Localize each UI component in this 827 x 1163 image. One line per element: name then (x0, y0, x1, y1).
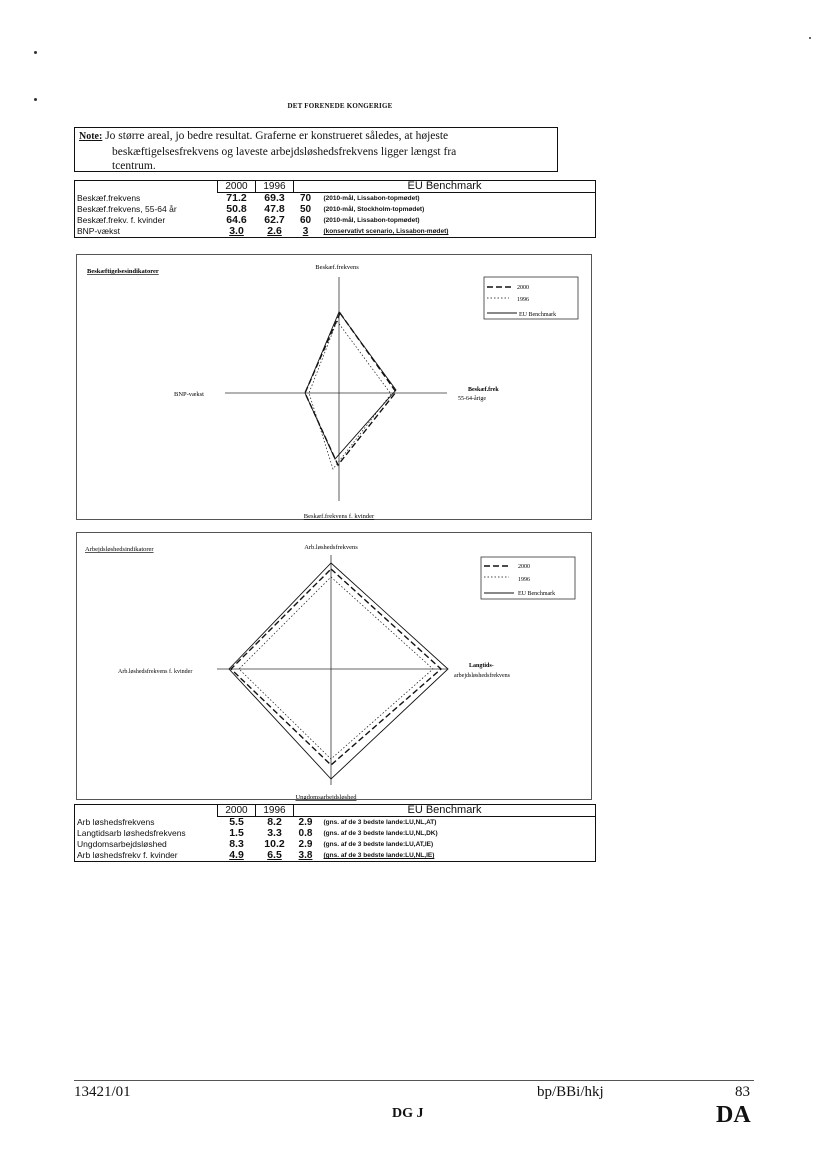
employment-benchmark-table (74, 180, 596, 238)
table2-year-1996: 1996 (256, 805, 294, 817)
chart1-legend (484, 277, 578, 319)
table-row: Arb løshedsfrekv f. kvinder 4.9 6.5 3.8 (gns. af de 3 bedste lande:LU,NL,IE) (77, 849, 435, 861)
chart1-axis-right-label-1: Beskæf.frek (468, 387, 499, 393)
scan-speck (34, 51, 37, 54)
unemployment-radar-chart (77, 533, 593, 801)
table-row: Langtidsarb løshedsfrekvens 1.5 3.3 0.8 (gns. af de 3 bedste lande:LU,NL,DK) (77, 827, 438, 839)
unemployment-indicators-chart-frame (76, 532, 592, 800)
chart2-legend-1996: 1996 (518, 577, 530, 583)
table-row: Ungdomsarbejdsløshed 8.3 10.2 2.9 (gns. af de 3 bedste lande:LU,AT,IE) (77, 838, 434, 850)
employment-indicators-chart-frame (76, 254, 592, 520)
table1-year-1996: 1996 (256, 181, 294, 193)
chart2-legend (481, 557, 575, 599)
table1-eu-benchmark-header: EU Benchmark (294, 181, 596, 193)
chart1-legend-2000: 2000 (517, 285, 529, 291)
scan-speck (809, 37, 811, 39)
footer-doc-number: 13421/01 (74, 1084, 131, 1100)
chart1-axis-top-label: Beskæf.frekvens (315, 264, 359, 271)
table-row: Beskæf.frekvens, 55-64 år 50.8 47.8 50 (2010-mål, Stockholm-topmødet) (77, 203, 425, 215)
chart1-series-eu-benchmark (305, 312, 396, 459)
unemployment-benchmark-table (74, 804, 596, 862)
page-header-title: DET FORENEDE KONGERIGE (287, 102, 393, 110)
chart1-axis-right-label-2: 55-64-årige (458, 396, 486, 402)
chart2-axis-bottom-label: Ungdomsarbejdsløshed (295, 794, 357, 801)
note-box (74, 127, 558, 172)
chart2-axis-left-label: Arb.løshedsfrekvens f. kvinder (118, 669, 193, 675)
chart1-legend-eu-benchmark: EU Benchmark (519, 312, 557, 318)
chart1-axis-left-label: BNP-vækst (174, 391, 204, 398)
footer-initials: bp/BBi/hkj (537, 1084, 604, 1100)
chart2-axis-right-label-1: Langtids- (469, 663, 494, 669)
table1-year-2000: 2000 (218, 181, 256, 193)
chart2-axis-top-label: Arb.løshedsfrekvens (304, 544, 358, 551)
table-row: Beskæf.frekv. f. kvinder 64.6 62.7 60 (2010-mål, Lissabon-topmødet) (77, 214, 420, 226)
table-row: Beskæf.frekvens 71.2 69.3 70 (2010-mål, Lissabon-topmødet) (77, 192, 420, 204)
chart2-legend-eu-benchmark: EU Benchmark (518, 591, 556, 597)
table2-year-2000: 2000 (218, 805, 256, 817)
table-row: Arb løshedsfrekvens 5.5 8.2 2.9 (gns. af de 3 bedste lande:LU,NL,AT) (77, 816, 437, 828)
chart1-series-2000 (305, 313, 396, 465)
chart2-legend-2000: 2000 (518, 564, 530, 570)
footer-rule (74, 1080, 754, 1081)
note-label: Note: (79, 131, 103, 142)
chart2-series-1996 (239, 577, 433, 759)
table-row: BNP-vækst 3.0 2.6 3 (konservativt scenario, Lissabon-mødet) (77, 225, 449, 237)
chart1-axis-bottom-label: Beskæf.frekvens f. kvinder (303, 513, 375, 520)
note-line-3: tcentrum. (112, 160, 156, 172)
note-line-2: beskæftigelsesfrekvens og laveste arbejdsløshedsfrekvens ligger længst fra (112, 145, 457, 158)
chart2-series-2000 (231, 569, 441, 765)
footer-page-number: 83 (735, 1084, 750, 1100)
chart2-series-eu-benchmark (229, 563, 448, 779)
note-line-1: Note: Jo større areal, jo bedre resultat. Graferne er konstrueret således, at højeste (79, 130, 449, 142)
chart1-panel-label: Beskæftigelsesindikatorer (87, 268, 159, 275)
scan-speck (34, 98, 37, 101)
employment-radar-chart (77, 255, 593, 521)
chart1-legend-1996: 1996 (517, 297, 529, 303)
table2-eu-benchmark-header: EU Benchmark (294, 805, 596, 817)
footer-language-code: DA (716, 1102, 751, 1128)
chart2-panel-label: Arbejdsløshedsindikatorer (85, 546, 154, 553)
footer-dg: DG J (392, 1106, 424, 1121)
chart2-axis-right-label-2: arbejdsløshedsfrekvens (454, 673, 510, 679)
chart1-series-1996 (309, 321, 391, 469)
